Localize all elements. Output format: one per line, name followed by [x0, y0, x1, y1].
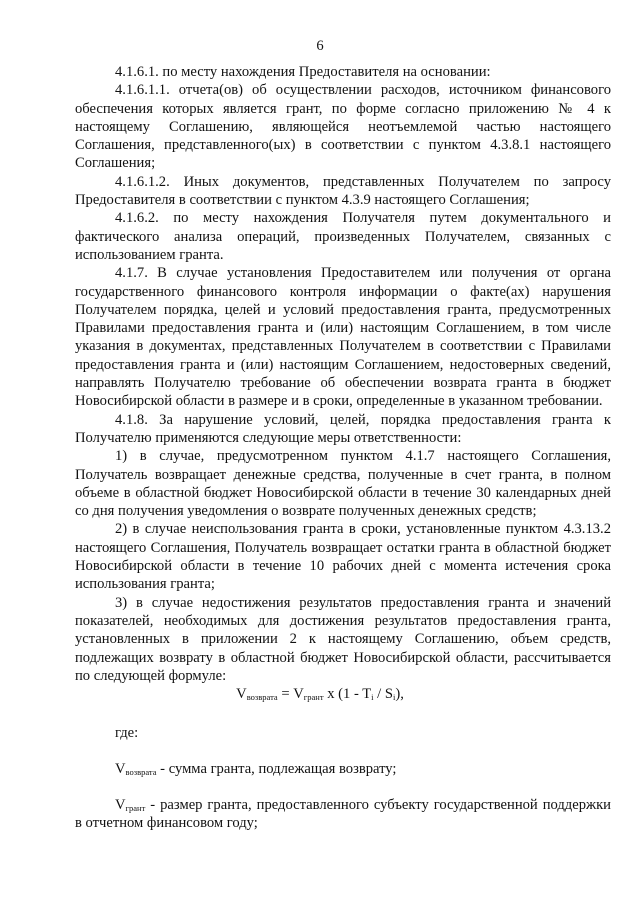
- formula-rhs-symbol: V: [293, 686, 304, 702]
- paragraph-4-1-6-1: 4.1.6.1. по месту нахождения Предоставителя на основании:: [115, 64, 491, 80]
- list-item-1: 1) в случае, предусмотренном пунктом 4.1.7 настоящего Соглашения, Получатель возвращает денежные средства, полученные в счет гранта, в полном объеме в областной бюджет Новосибирской области в течение 30 календарных дней со дня получения уведомления о возврате полученных денежных средств;: [75, 448, 611, 520]
- list-item-2: 2) в случае неиспользования гранта в сроки, установленные пунктом 4.3.13.2 настоящего Соглашения, Получатель возвращает остатки гранта в областной бюджет Новосибирской области в течение 10 рабочих дней с момента истечения срока использования гранта;: [75, 521, 611, 593]
- list-item-3: 3) в случае недостижения результатов предоставления гранта и значений показателей, необходимых для достижения результатов предоставления гранта, установленных в приложении 2 к настоящему Соглашению, объем средств, подлежащих возврату в областной бюджет Новосибирской области, рассчитывается по следующей формуле:: [75, 594, 611, 684]
- definition-v-return: [115, 760, 611, 778]
- definition-text: - сумма гранта, подлежащая возврату;: [156, 761, 397, 777]
- paragraph-4-1-7: 4.1.7. В случае установления Предоставителем или получения от органа государственного финансового контроля информации о факте(ах) нарушения Получателем порядка, целей и условий предоставления гранта, предусмотренных Правилами предоставления гранта и (или) настоящим Соглашением, в том числе указания в документах, представленных Получателем в соответствии с Правилами предоставления гранта и (или) настоящим Соглашением, недостоверных сведений, направлять Получателю требование об обеспечении возврата гранта в бюджет Новосибирской области в размере и в сроки, определенные в указанном требовании.: [75, 265, 611, 410]
- formula-slash: / S: [373, 686, 393, 702]
- refund-formula: [0, 685, 640, 703]
- paragraph-4-1-6-1-2: 4.1.6.1.2. Иных документов, представленных Получателем по запросу Предоставителя в соответствии с пунктом 4.3.9 настоящего Соглашения;: [75, 173, 611, 209]
- definition-symbol: V: [115, 797, 126, 813]
- definition-paragraph: [75, 796, 611, 833]
- formula-rhs-subscript: грант: [303, 692, 324, 702]
- definition-v-grant: [75, 796, 611, 833]
- definition-text: - размер гранта, предоставленного субъекту государственной поддержки в отчетном финансовом году;: [75, 797, 611, 832]
- paragraph-4-1-6-2: 4.1.6.2. по месту нахождения Получателя путем документального и фактического анализа операций, произведенных Получателем, связанных с использованием гранта.: [75, 210, 611, 263]
- formula-t-subscript: i: [371, 692, 374, 702]
- formula-close: ),: [395, 686, 404, 702]
- formula-lhs-symbol: V: [236, 686, 247, 702]
- definition-symbol: V: [115, 761, 126, 777]
- where-label: где:: [115, 725, 139, 741]
- definition-subscript: возврата: [125, 767, 157, 777]
- formula-lhs-subscript: возврата: [246, 692, 278, 702]
- formula-equals: =: [277, 686, 294, 702]
- page-number: 6: [316, 38, 324, 54]
- paragraph-4-1-8: 4.1.8. За нарушение условий, целей, порядка предоставления гранта к Получателю применяются следующие меры ответственности:: [75, 411, 611, 446]
- definition-subscript: грант: [125, 803, 146, 813]
- formula-multiplier: x (1 - T: [323, 686, 372, 702]
- body-text: [75, 63, 611, 685]
- formula-s-subscript: i: [392, 692, 396, 702]
- paragraph-4-1-6-1-1: 4.1.6.1.1. отчета(ов) об осуществлении расходов, источником финансового обеспечения которых является грант, по форме согласно приложению № 4 к настоящему Соглашению, являющейся неотъемлемой частью настоящего Соглашения, представленного(ых) в соответствии с пунктом 4.3.8.1 настоящего Соглашения;: [75, 82, 611, 172]
